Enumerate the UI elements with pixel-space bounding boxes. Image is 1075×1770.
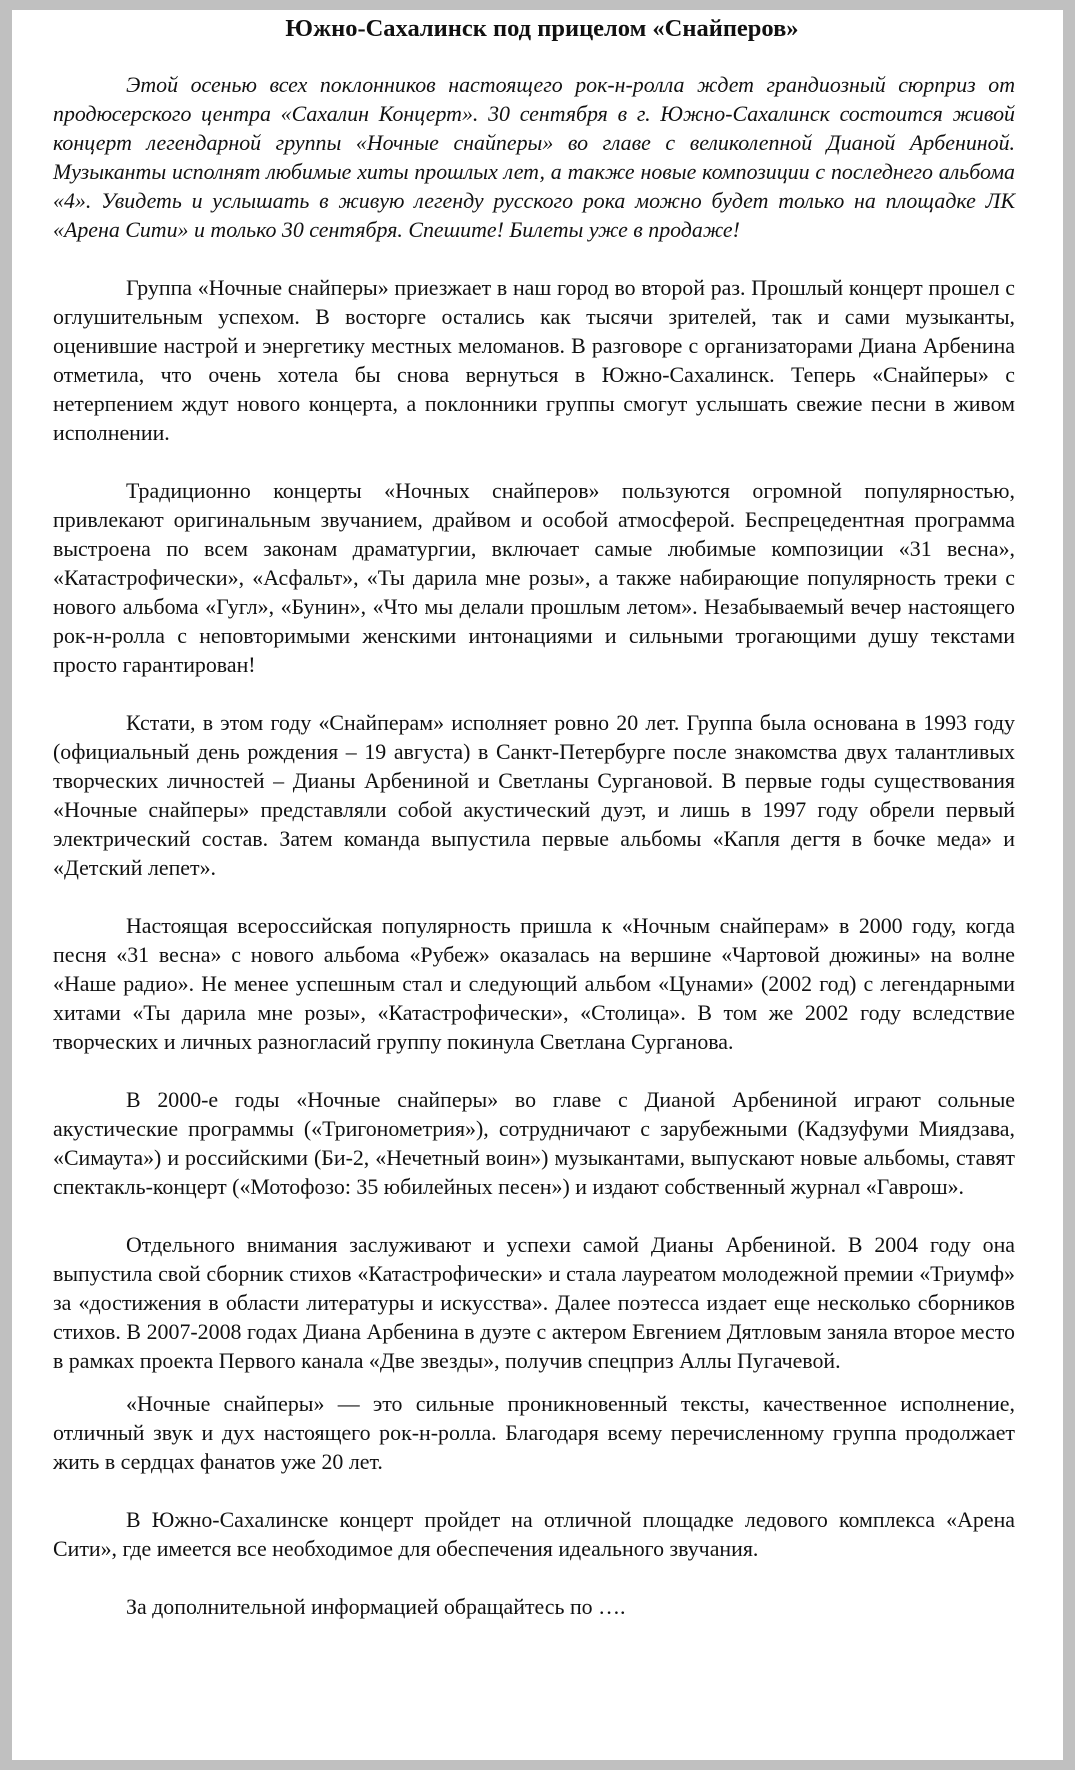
paragraph-contact: За дополнительной информацией обращайтесь по …. [126,1594,626,1619]
paragraph-venue: В Южно-Сахалинске концерт пройдет на отличной площадке ледового комплекса «Арена Сити», где имеется все необходимое для обеспечения идеального звучания. [53,1507,1015,1561]
paragraph-summary: «Ночные снайперы» — это сильные проникновенный тексты, качественное исполнение, отличный звук и дух настоящего рок-н-ролла. Благодаря всему перечисленному группа продолжает жить в сердцах фанатов уже 20 лет. [53,1391,1015,1474]
paragraph-second-visit: Группа «Ночные снайперы» приезжает в наш город во второй раз. Прошлый концерт прошел с оглушительным успехом. В восторге остались как тысячи зрителей, так и сами музыканты, оценившие настрой и энергетику местных меломанов. В разговоре с организаторами Диана Арбенина отметила, что очень хотела бы снова вернуться в Южно-Сахалинск. Теперь «Снайперы» с нетерпением ждут нового концерта, а поклонники группы смогут услышать свежие песни в живом исполнении. [53,275,1015,445]
paragraph-band-history: Кстати, в этом году «Снайперам» исполняет ровно 20 лет. Группа была основана в 1993 году (официальный день рождения – 19 августа) в Санкт-Петербурге после знакомства двух талантливых творческих личностей – Дианы Арбениной и Светланы Сургановой. В первые годы существования «Ночные снайперы» представляли собой акустический дуэт, и лишь в 1997 году обрели первый электрический состав. Затем команда выпустила первые альбомы «Капля дегтя в бочке меда» и «Детский лепет». [53,710,1015,880]
lead-paragraph: Этой осенью всех поклонников настоящего рок-н-ролла ждет грандиозный сюрприз от продюсерского центра «Сахалин Концерт». 30 сентября в г. Южно-Сахалинск состоится живой концерт легендарной группы «Ночные снайперы» во главе с великолепной Дианой Арбениной. Музыканты исполнят любимые хиты прошлых лет, а также новые композиции с последнего альбома «4». Увидеть и услышать в живую легенду русского рока можно будет только на площадке ЛК «Арена Сити» и только 30 сентября. Спешите! Билеты уже в продаже! [53,72,1015,242]
document-page [12,10,1063,1760]
paragraph-popularity: Настоящая всероссийская популярность пришла к «Ночным снайперам» в 2000 году, когда песня «31 весна» с нового альбома «Рубеж» оказалась на вершине «Чартовой дюжины» на волне «Наше радио». Не менее успешным стал и следующий альбом «Цунами» (2002 год) с легендарными хитами «Ты дарила мне розы», «Катастрофически», «Столица». В том же 2002 году вследствие творческих и личных разногласий группу покинула Светлана Сурганова. [53,913,1015,1054]
paragraph-concert-program: Традиционно концерты «Ночных снайперов» пользуются огромной популярностью, привлекают оригинальным звучанием, драйвом и особой атмосферой. Беспрецедентная программа выстроена по всем законам драматургии, включает самые любимые композиции «31 весна», «Катастрофически», «Асфальт», «Ты дарила мне розы», а также набирающие популярность треки с нового альбома «Гугл», «Бунин», «Что мы делали прошлым летом». Незабываемый вечер настоящего рок-н-ролла с неповторимыми женскими интонациями и сильными трогающими душу текстами просто гарантирован! [53,478,1015,677]
paragraph-2000s: В 2000-е годы «Ночные снайперы» во главе с Дианой Арбениной играют сольные акустические программы («Тригонометрия»), сотрудничают с зарубежными (Кадзуфуми Миядзава, «Симаута») и российскими (Би-2, «Нечетный воин») музыкантами, выпускают новые альбомы, ставят спектакль-концерт («Мотофозо: 35 юбилейных песен») и издают собственный журнал «Гаврош». [53,1087,1015,1199]
article-title: Южно-Сахалинск под прицелом «Снайперов» [285,15,799,42]
paragraph-arbenina-achievements: Отдельного внимания заслуживают и успехи самой Дианы Арбениной. В 2004 году она выпустила свой сборник стихов «Катастрофически» и стала лауреатом молодежной премии «Триумф» за «достижения в области литературы и искусства». Далее поэтесса издает еще несколько сборников стихов. В 2007-2008 годах Диана Арбенина в дуэте с актером Евгением Дятловым заняла второе место в рамках проекта Первого канала «Две звезды», получив спецприз Аллы Пугачевой. [53,1232,1015,1373]
